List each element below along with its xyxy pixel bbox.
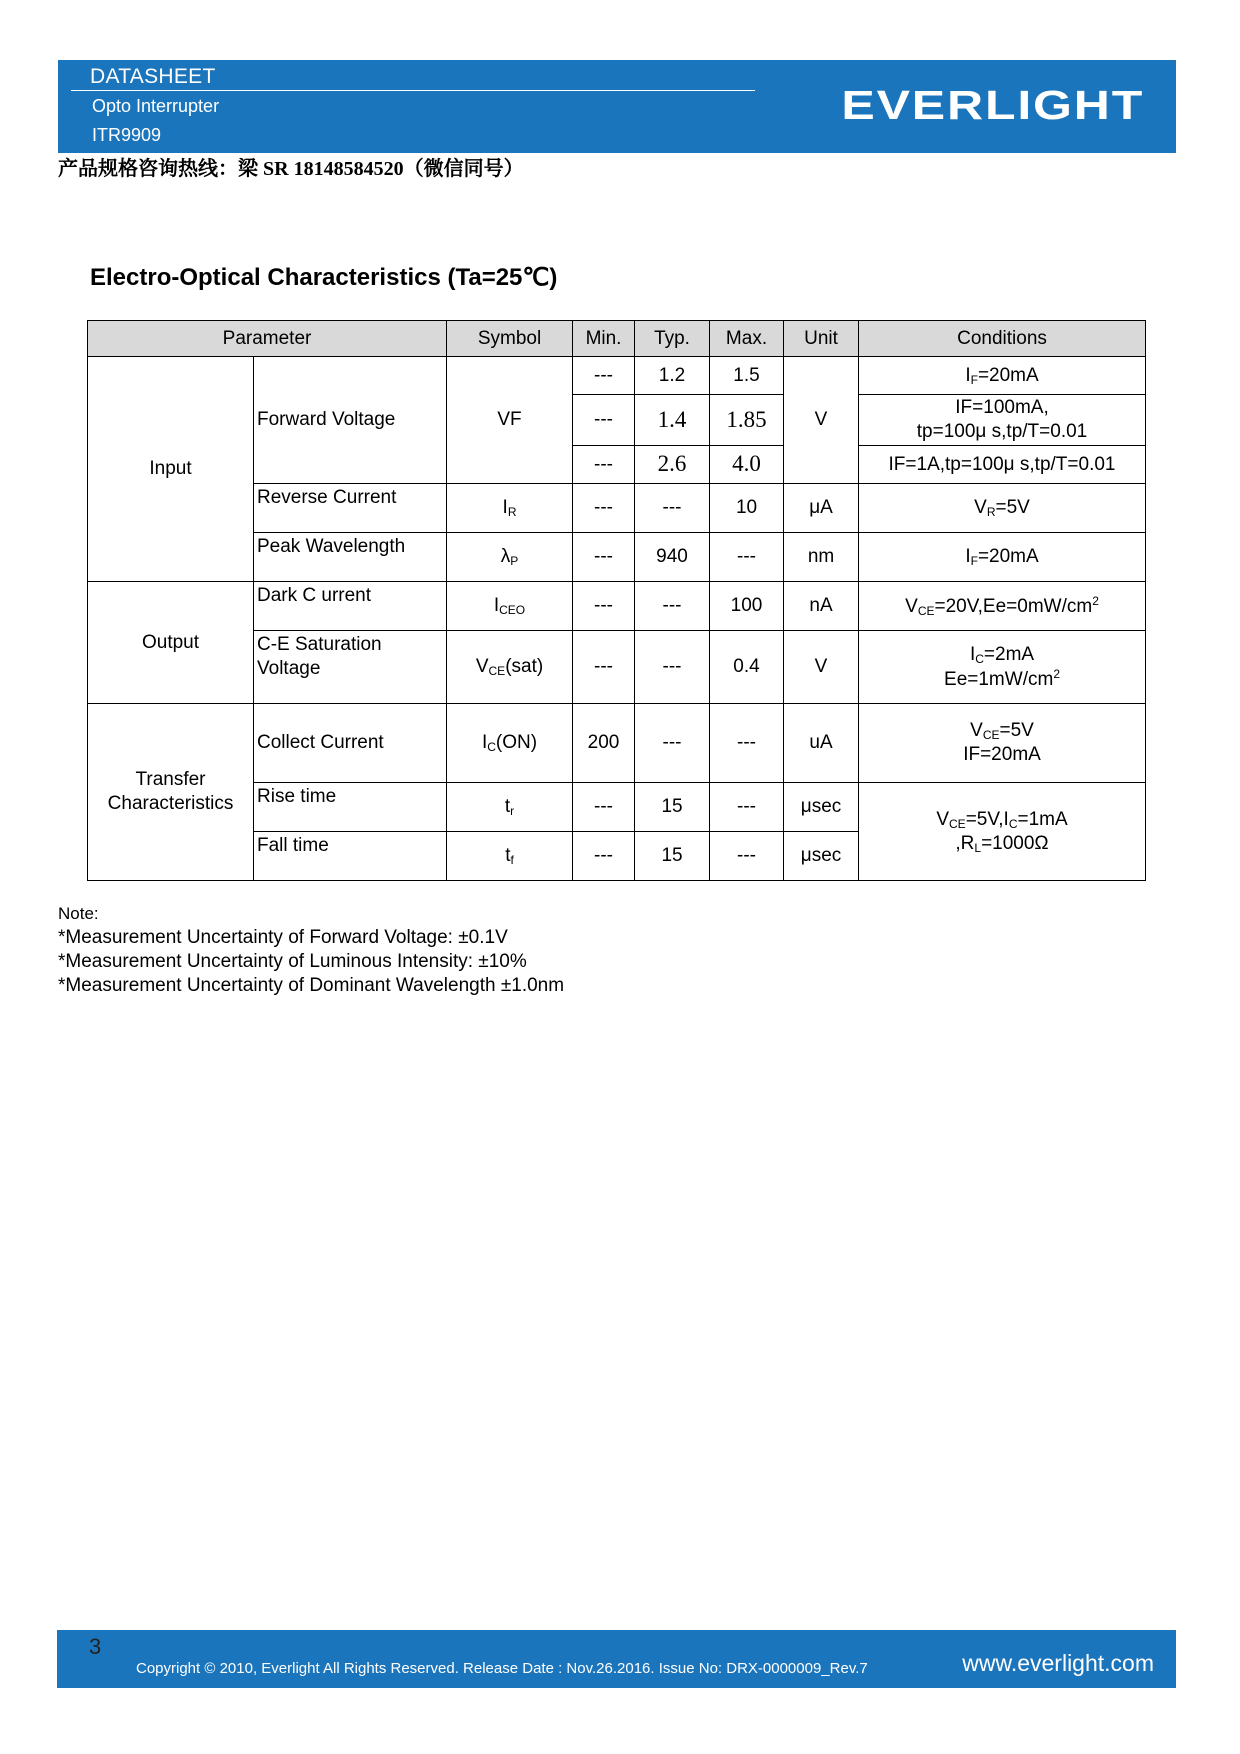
cell-min: ---	[573, 484, 635, 533]
product-category: Opto Interrupter	[92, 96, 220, 116]
group-output: Output	[88, 582, 254, 704]
param-collect-current: Collect Current	[254, 704, 447, 783]
cell-unit: nA	[784, 582, 859, 631]
cell-unit: V	[784, 631, 859, 704]
cell-conditions: $V_{CE}=20V,Ee=0mW/cm^2$	[859, 582, 1146, 631]
symbol-tr: $t_r$	[447, 783, 573, 832]
cell-typ: 1.2	[635, 357, 710, 395]
footer-banner	[57, 1630, 1176, 1688]
symbol-iceo: $I_{CEO}$	[447, 582, 573, 631]
header-min: Min.	[573, 321, 635, 357]
cell-unit: μA	[784, 484, 859, 533]
section-title: Electro-Optical Characteristics (Ta=25℃)	[90, 264, 558, 291]
cell-conditions: IF=1A,tp=100μ s,tp/T=0.01	[859, 446, 1146, 484]
cell-max: ---	[710, 783, 784, 832]
param-rise-time: Rise time	[254, 783, 447, 832]
cell-unit: uA	[784, 704, 859, 783]
cell-typ: ---	[635, 484, 710, 533]
header-max: Max.	[710, 321, 784, 357]
cell-max: 0.4	[710, 631, 784, 704]
group-transfer: Transfer Characteristics	[88, 704, 254, 881]
cell-typ: 15	[635, 783, 710, 832]
symbol-lambda-p: $\lambda_P$	[447, 533, 573, 582]
cell-min: ---	[573, 783, 635, 832]
symbol-vf: VF	[447, 357, 573, 484]
table-header-row	[88, 321, 1146, 357]
everlight-logo: EVERLIGHT	[841, 82, 1144, 128]
cell-typ: 2.6	[635, 446, 710, 484]
electro-optical-table	[87, 320, 1146, 881]
cell-min: ---	[573, 446, 635, 484]
cell-typ: ---	[635, 704, 710, 783]
cell-conditions: IF=100mA, tp=100μ s,tp/T=0.01	[859, 395, 1146, 446]
cell-typ: 940	[635, 533, 710, 582]
cell-max: ---	[710, 832, 784, 881]
table-row	[88, 357, 1146, 395]
cell-min: ---	[573, 533, 635, 582]
header-divider	[71, 90, 755, 91]
param-ce-saturation: C-E Saturation Voltage	[254, 631, 447, 704]
header-symbol: Symbol	[447, 321, 573, 357]
header-parameter: Parameter	[88, 321, 447, 357]
website-link[interactable]: www.everlight.com	[962, 1650, 1154, 1676]
unit-vf: V	[784, 357, 859, 484]
cell-max: 4.0	[710, 446, 784, 484]
copyright-text: Copyright © 2010, Everlight All Rights Reserved. Release Date : Nov.26.2016. Issue No: DRX-0000009_Rev.7	[136, 1660, 868, 1677]
header-typ: Typ.	[635, 321, 710, 357]
cell-conditions: $V_{CE}=5V,I_C=1mA$ $,R_L=1000\Omega$	[859, 783, 1146, 881]
cell-max: 100	[710, 582, 784, 631]
param-peak-wavelength: Peak Wavelength	[254, 533, 447, 582]
note-item: *Measurement Uncertainty of Luminous Intensity: ±10%	[58, 951, 527, 972]
cell-min: ---	[573, 582, 635, 631]
cell-min: ---	[573, 832, 635, 881]
cell-conditions: $I_F=20mA$	[859, 357, 1146, 395]
param-forward-voltage: Forward Voltage	[254, 357, 447, 484]
cell-min: ---	[573, 357, 635, 395]
cell-min: ---	[573, 395, 635, 446]
doc-type-label: DATASHEET	[90, 65, 216, 88]
symbol-ic-on: $I_C(ON)$	[447, 704, 573, 783]
note-item: *Measurement Uncertainty of Forward Voltage: ±0.1V	[58, 927, 508, 948]
symbol-tf: $t_f$	[447, 832, 573, 881]
cell-typ: ---	[635, 631, 710, 704]
header-unit: Unit	[784, 321, 859, 357]
cell-typ: ---	[635, 582, 710, 631]
cell-max: 1.5	[710, 357, 784, 395]
cell-conditions: $I_C=2mA$ $Ee=1mW/cm^2$	[859, 631, 1146, 704]
cell-max: 10	[710, 484, 784, 533]
param-dark-current: Dark C urrent	[254, 582, 447, 631]
table-row	[88, 582, 1146, 631]
page-number: 3	[89, 1634, 102, 1659]
cell-unit: μsec	[784, 783, 859, 832]
header-conditions: Conditions	[859, 321, 1146, 357]
symbol-ir: $I_R$	[447, 484, 573, 533]
cell-typ: 1.4	[635, 395, 710, 446]
cell-conditions: $V_{CE}=5V$ IF=20mA	[859, 704, 1146, 783]
part-number: ITR9909	[92, 125, 162, 145]
cell-min: ---	[573, 631, 635, 704]
cell-conditions: $I_F=20mA$	[859, 533, 1146, 582]
table-row	[88, 704, 1146, 783]
cell-conditions: $V_R=5V$	[859, 484, 1146, 533]
note-item: *Measurement Uncertainty of Dominant Wavelength ±1.0nm	[58, 975, 565, 996]
symbol-vce-sat: $V_{CE}(sat)$	[447, 631, 573, 704]
cell-typ: 15	[635, 832, 710, 881]
hotline-text: 产品规格咨询热线：梁 SR 18148584520（微信同号）	[58, 158, 524, 180]
cell-max: ---	[710, 704, 784, 783]
header-banner	[58, 60, 1176, 153]
param-reverse-current: Reverse Current	[254, 484, 447, 533]
param-fall-time: Fall time	[254, 832, 447, 881]
cell-max: 1.85	[710, 395, 784, 446]
cell-unit: nm	[784, 533, 859, 582]
cell-min: 200	[573, 704, 635, 783]
group-input: Input	[88, 357, 254, 582]
cell-unit: μsec	[784, 832, 859, 881]
cell-max: ---	[710, 533, 784, 582]
notes-section	[58, 902, 564, 998]
notes-heading: Note:	[58, 904, 99, 923]
